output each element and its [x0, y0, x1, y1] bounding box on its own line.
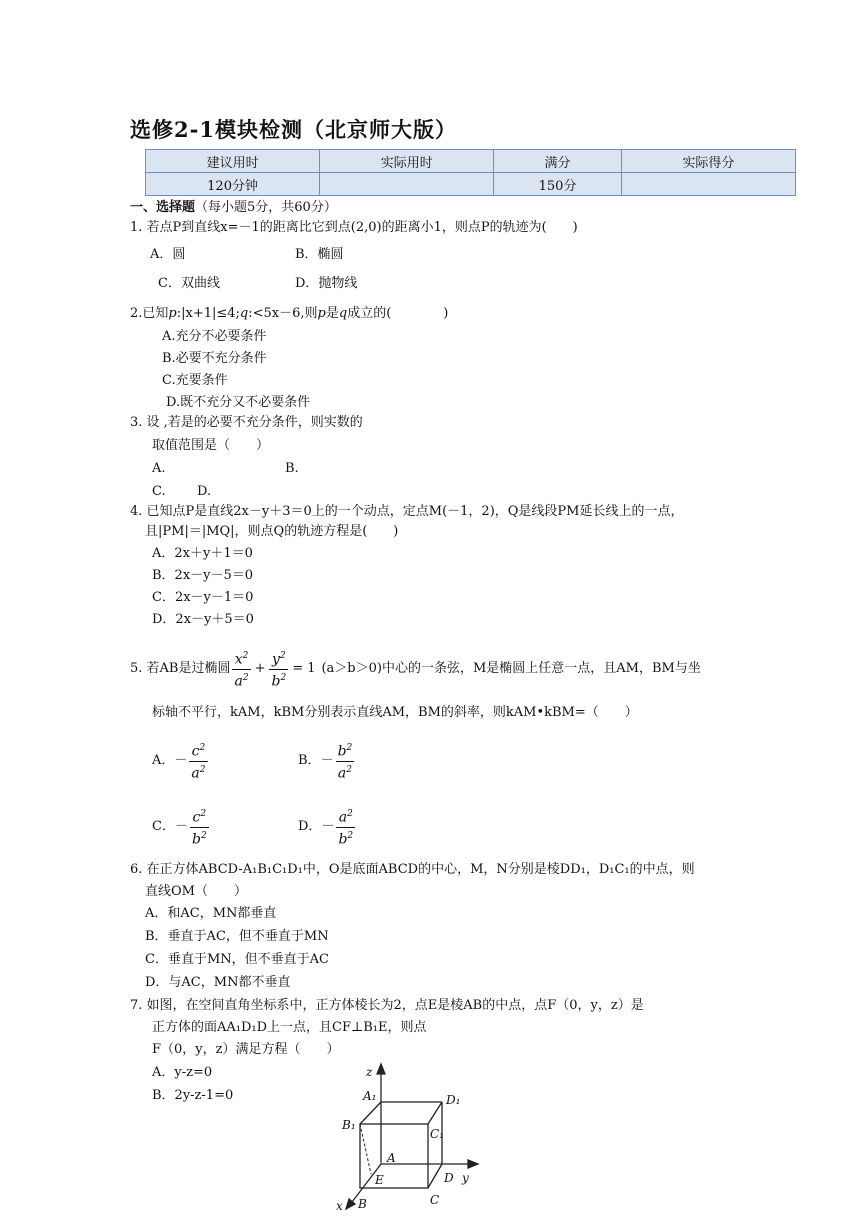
question-5-option-b: B． － $\frac{b^2}{a^2}$ — [298, 743, 353, 782]
q5-text-post: (a＞b＞0)中心的一条弦，M是椭圆上任意一点，且AM，BM与坐 — [321, 661, 701, 677]
question-6-option-d: D．与AC，MN都不垂直 — [145, 975, 291, 990]
q5-a-label: A． — [152, 753, 175, 769]
question-6-line-2: 直线OM（ ） — [145, 884, 247, 899]
q2-var-q2: q — [338, 306, 348, 321]
q2-text-4: 是 — [325, 306, 339, 321]
question-2-stem — [130, 304, 448, 324]
question-6-option-c: C．垂直于MN，但不垂直于AC — [145, 952, 329, 967]
question-5-stem: 5. 若AB是过椭圆 $\frac{x^2}{a^2}$ + $\frac{y^2}{b^2}$ = 1 (a＞b＞0)中心的一条弦，M是椭圆上任意一点，且AM，BM与坐 — [130, 648, 701, 690]
q5-c-den: b — [191, 831, 201, 848]
label-D: D — [444, 1171, 454, 1185]
edge-DC — [428, 1164, 442, 1188]
q5-c-label: C． — [152, 819, 175, 835]
edge-D1C1 — [428, 1102, 442, 1124]
question-1-option-d: D．抛物线 — [295, 276, 358, 291]
question-5-line-2: 标轴不平行，kAM，kBM分别表示直线AM，BM的斜率，则kAM•kBM=（ ） — [152, 705, 638, 720]
frac-x-num: x — [234, 651, 243, 668]
section-heading — [130, 198, 337, 218]
dashed-B1E — [360, 1124, 371, 1174]
table-header-actual-score: 实际得分 — [621, 150, 795, 173]
question-2-option-d: D.既不充分又不必要条件 — [166, 395, 311, 410]
question-3-line-2: 取值范围是（ ） — [152, 438, 270, 453]
question-4-option-b: B．2x－y－5＝0 — [152, 568, 254, 583]
label-C1: C₁ — [430, 1127, 444, 1141]
label-y: y — [462, 1171, 469, 1185]
q5-a-den: a — [191, 765, 200, 782]
y-axis-arrow — [468, 1160, 478, 1168]
label-z: z — [366, 1065, 373, 1079]
label-x: x — [336, 1199, 343, 1213]
table-cell-suggested-time: 120分钟 — [146, 173, 320, 196]
question-7-line-1: 7. 如图，在空间直角坐标系中，正方体棱长为2，点E是棱AB的中点，点F（0，y，z）是 — [130, 998, 644, 1013]
q5-a-num: c — [191, 743, 200, 760]
question-3-option-c: C. — [152, 484, 166, 499]
ellipse-fraction-y: $\frac{y^2}{b^2}$ — [271, 651, 287, 690]
label-E: E — [375, 1173, 384, 1187]
label-A1: A₁ — [363, 1089, 377, 1103]
q5-b-label: B． — [298, 753, 321, 769]
ellipse-fraction-x: $\frac{x^2}{a^2}$ — [234, 651, 249, 690]
question-4-option-d: D．2x－y＋5＝0 — [152, 612, 254, 627]
q2-var-p: p — [168, 306, 177, 321]
question-5-option-a: A． － $\frac{c^2}{a^2}$ — [152, 743, 206, 782]
q5-c-num: c — [192, 809, 201, 826]
question-3-line-1: 3. 设 ,若是的必要不充分条件，则实数的 — [130, 415, 363, 430]
edge-A1B1 — [360, 1102, 381, 1124]
q5-d-den: b — [338, 831, 348, 848]
label-A: A — [387, 1151, 396, 1165]
question-1-option-c: C．双曲线 — [158, 276, 220, 291]
q5-b-den: a — [337, 765, 347, 782]
question-2-option-b: B.必要不充分条件 — [162, 351, 267, 366]
question-2-option-a: A.充分不必要条件 — [162, 329, 267, 344]
q2-var-q: q — [239, 306, 249, 321]
question-4-option-a: A．2x＋y＋1＝0 — [152, 546, 253, 561]
question-6-line-1: 6. 在正方体ABCD-A₁B₁C₁D₁中，O是底面ABCD的中心，M，N分别是棱DD₁，D₁C₁的中点，则 — [130, 862, 695, 877]
question-6-option-b: B．垂直于AC，但不垂直于MN — [145, 929, 329, 944]
question-3-option-b: B. — [285, 461, 299, 476]
frac-x-den: a — [234, 673, 243, 690]
page-title: 选修2-1模块检测（北京师大版） — [130, 117, 457, 142]
cube-figure — [330, 1062, 490, 1214]
section-title: 一、选择题 — [130, 200, 196, 215]
label-C: C — [430, 1193, 440, 1207]
question-2-option-c: C.充要条件 — [162, 373, 228, 388]
table-cell-full-score: 150分 — [494, 173, 622, 196]
question-1-option-b: B．椭圆 — [295, 247, 344, 262]
question-3-option-d: D. — [197, 484, 212, 499]
label-B: B — [358, 1197, 367, 1211]
question-6-option-a: A．和AC，MN都垂直 — [145, 906, 277, 921]
question-1-option-a: A．圆 — [150, 247, 186, 262]
table-header-actual-time: 实际用时 — [320, 150, 494, 173]
question-1-stem: 1. 若点P到直线x=－1的距离比它到点(2,0)的距离小1，则点P的轨迹为( ) — [130, 220, 578, 235]
question-4-line-1: 4. 已知点P是直线2x－y＋3＝0上的一个动点，定点M(－1，2)，Q是线段PM延长线上的一点， — [130, 504, 684, 519]
question-7-line-3: F（0，y，z）满足方程（ ） — [152, 1042, 340, 1057]
q5-eq: = 1 — [292, 661, 316, 677]
q5-d-num: a — [338, 809, 348, 826]
question-7-option-b: B．2y-z-1=0 — [152, 1088, 234, 1103]
q2-text-5: 成立的( ) — [347, 306, 449, 321]
q2-text-2: :|x+1|≤4; — [176, 306, 240, 321]
z-axis-arrow — [377, 1064, 385, 1074]
label-D1: D₁ — [446, 1093, 461, 1107]
question-3-option-a: A. — [152, 461, 166, 476]
table-cell-actual-score — [621, 173, 795, 196]
question-4-option-c: C．2x－y－1＝0 — [152, 590, 254, 605]
question-7-option-a: A．y-z=0 — [152, 1065, 213, 1080]
label-B1: B₁ — [342, 1118, 356, 1132]
table-header-suggested-time: 建议用时 — [146, 150, 320, 173]
table-cell-actual-time — [320, 173, 494, 196]
q5-b-num: b — [337, 743, 347, 760]
q2-var-p2: p — [317, 306, 326, 321]
info-table — [145, 149, 796, 196]
q2-text-1: 2.已知 — [130, 306, 169, 321]
question-5-option-d: D． － $\frac{a^2}{b^2}$ — [298, 809, 354, 848]
question-7-line-2: 正方体的面AA₁D₁D上一点，且CF⊥B₁E，则点 — [152, 1020, 427, 1035]
frac-y-den: b — [271, 673, 281, 690]
question-4-line-2: 且|PM|＝|MQ|，则点Q的轨迹方程是( ) — [145, 524, 399, 539]
frac-y-num: y — [272, 651, 280, 668]
q2-text-3: :<5x－6,则 — [248, 306, 318, 321]
table-header-full-score: 满分 — [494, 150, 622, 173]
question-5-option-c: C． － $\frac{c^2}{b^2}$ — [152, 809, 207, 848]
section-note: （每小题5分，共60分） — [195, 200, 337, 215]
q5-text-pre: 5. 若AB是过椭圆 — [130, 661, 231, 677]
q5-d-label: D． — [298, 819, 322, 835]
